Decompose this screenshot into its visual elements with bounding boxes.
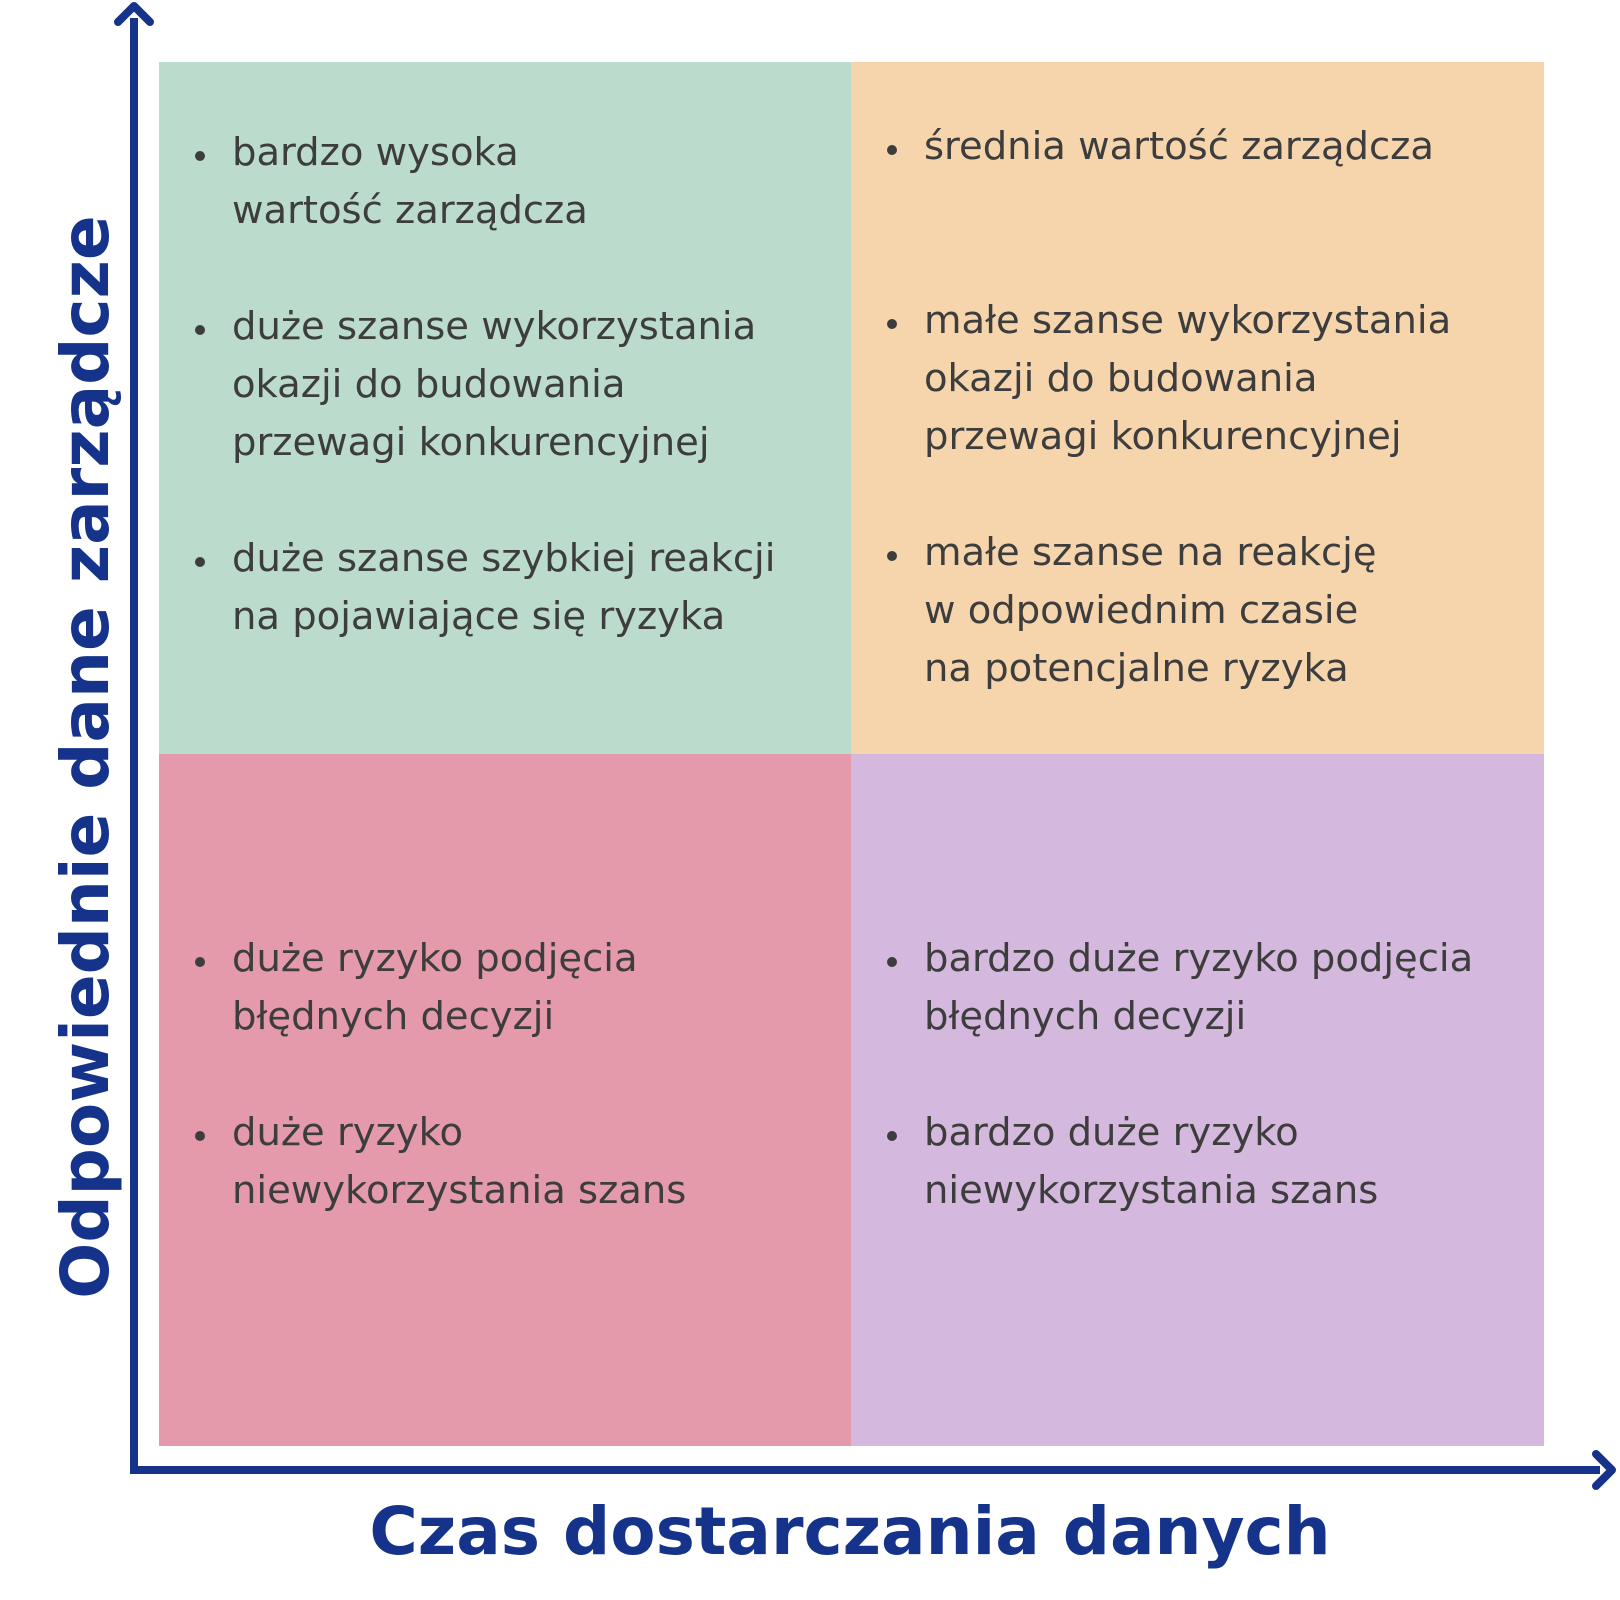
quadrant-top-left xyxy=(159,62,851,754)
list-item: bardzo duże ryzyko podjęcia błędnych decyzji xyxy=(887,930,1530,1046)
quadrant-bottom-left xyxy=(159,754,851,1446)
list-item: bardzo wysoka wartość zarządcza xyxy=(195,124,837,240)
quadrant-top-left-list xyxy=(195,124,837,646)
list-item: duże ryzyko niewykorzystania szans xyxy=(195,1104,837,1220)
quadrant-bottom-left-list xyxy=(195,930,837,1220)
list-item: bardzo duże ryzyko niewykorzystania szans xyxy=(887,1104,1530,1220)
list-item: duże szanse wykorzystania okazji do budowania przewagi konkurencyjnej xyxy=(195,298,837,472)
y-axis-label: Odpowiednie dane zarządcze xyxy=(47,215,124,1299)
quadrant-top-right-list xyxy=(887,118,1530,698)
quadrant-top-right xyxy=(851,62,1544,754)
list-item: małe szanse na reakcję w odpowiednim czasie na potencjalne ryzyka xyxy=(887,524,1530,698)
quadrant-bottom-right-list xyxy=(887,930,1530,1220)
list-item: duże szanse szybkiej reakcji na pojawiające się ryzyka xyxy=(195,530,837,646)
list-item: średnia wartość zarządcza xyxy=(887,118,1530,176)
quadrant-bottom-right xyxy=(851,754,1544,1446)
x-axis-label: Czas dostarczania danych xyxy=(369,1493,1331,1570)
list-item: małe szanse wykorzystania okazji do budowania przewagi konkurencyjnej xyxy=(887,292,1530,466)
list-item: duże ryzyko podjęcia błędnych decyzji xyxy=(195,930,837,1046)
